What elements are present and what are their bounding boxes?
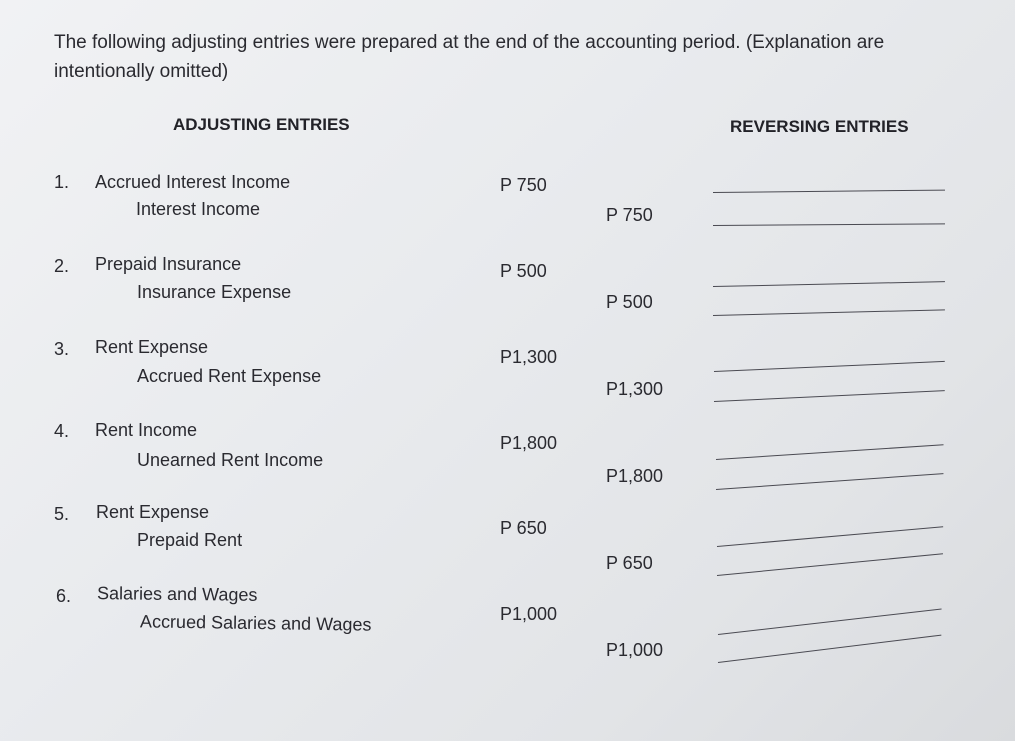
- instructions-text: The following adjusting entries were prepared at the end of the accounting period. (Explanation are intentionally omitted): [54, 32, 885, 82]
- reversing-debit-blank[interactable]: [713, 281, 945, 287]
- debit-account: Salaries and Wages: [96, 583, 258, 605]
- debit-amount: P1,000: [500, 604, 558, 624]
- entry-number: 3.: [54, 339, 70, 359]
- debit-account: Rent Expense: [95, 337, 209, 357]
- reversing-debit-blank[interactable]: [714, 361, 945, 372]
- debit-amount: P 750: [500, 175, 547, 195]
- credit-amount: P 750: [606, 205, 653, 225]
- credit-amount: P1,000: [606, 640, 664, 660]
- credit-account: Insurance Expense: [137, 282, 292, 302]
- reversing-debit-blank[interactable]: [718, 609, 942, 635]
- reversing-credit-blank[interactable]: [714, 390, 945, 402]
- debit-account: Rent Expense: [96, 502, 210, 522]
- debit-amount: P1,800: [500, 433, 558, 453]
- entry-number: 2.: [54, 256, 70, 276]
- credit-account: Interest Income: [136, 199, 261, 219]
- credit-amount: P 500: [606, 292, 653, 312]
- entry-number: 1.: [54, 172, 70, 192]
- debit-account: Accrued Interest Income: [95, 172, 291, 192]
- debit-amount: P 650: [500, 518, 547, 538]
- reversing-credit-blank[interactable]: [713, 309, 945, 316]
- debit-account: Rent Income: [95, 420, 198, 440]
- reversing-debit-blank[interactable]: [713, 190, 945, 193]
- credit-amount: P 650: [606, 553, 653, 573]
- credit-account: Accrued Rent Expense: [137, 366, 322, 386]
- entry-number: 4.: [54, 421, 70, 441]
- credit-amount: P1,800: [606, 466, 664, 486]
- reversing-credit-blank[interactable]: [717, 553, 943, 576]
- reversing-debit-blank[interactable]: [717, 526, 943, 547]
- entry-number: 5.: [54, 504, 70, 524]
- reversing-credit-blank[interactable]: [716, 473, 944, 490]
- credit-amount: P1,300: [606, 379, 664, 399]
- reversing-debit-blank[interactable]: [716, 444, 944, 460]
- entry-number: 6.: [56, 586, 72, 606]
- credit-account: Prepaid Rent: [137, 530, 243, 550]
- debit-account: Prepaid Insurance: [95, 254, 242, 274]
- debit-amount: P 500: [500, 261, 547, 281]
- reversing-credit-blank[interactable]: [713, 223, 945, 226]
- credit-account: Accrued Salaries and Wages: [139, 611, 372, 635]
- debit-amount: P1,300: [500, 347, 558, 367]
- reversing-entries-heading: REVERSING ENTRIES: [730, 117, 909, 136]
- reversing-credit-blank[interactable]: [718, 635, 941, 663]
- credit-account: Unearned Rent Income: [137, 450, 324, 470]
- adjusting-entries-heading: ADJUSTING ENTRIES: [173, 115, 350, 134]
